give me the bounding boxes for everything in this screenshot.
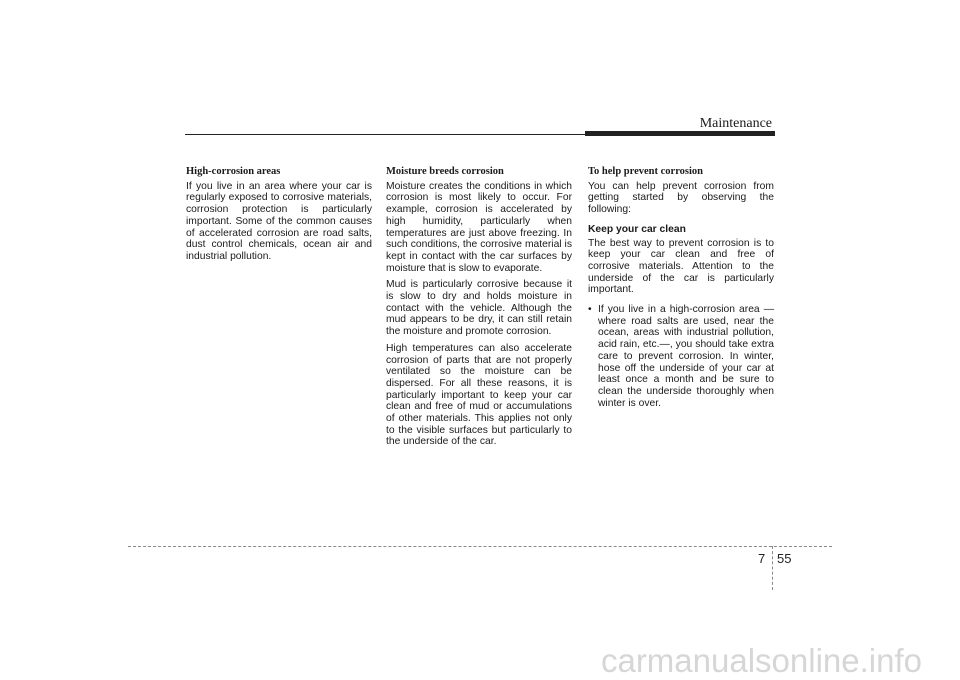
bullet-text: If you live in a high-corrosion area — where road salts are used, near the ocean, areas with industrial pollution, acid rain, etc.—, you should take extra care to prevent corrosion. In winter, hose off the underside of your car at least once a month and be sure to clean the underside thoroughly when winter is over. xyxy=(598,304,774,409)
column-prevent-corrosion xyxy=(588,166,774,409)
heading-moisture-breeds-corrosion: Moisture breeds corrosion xyxy=(386,166,504,177)
column-high-corrosion xyxy=(186,166,372,268)
bullet-item xyxy=(588,304,774,409)
page-number: 55 xyxy=(777,551,792,566)
paragraph: High temperatures can also accelerate corrosion of parts that are not properly ventilated so the moisture can be dispersed. For all these reasons, it is particularly important to keep your car clean and free of mud or accumulations of other materials. This applies not only to the visible surfaces but particularly to the underside of the car. xyxy=(386,342,572,448)
subheading-keep-car-clean: Keep your car clean xyxy=(588,223,686,235)
paragraph: Moisture creates the conditions in which corrosion is most likely to occur. For example, corrosion is accelerated by high humidity, particularly when temperatures are just above freezing. In such conditions, the corrosive material is kept in contact with the car surfaces by moisture that is slow to evaporate. xyxy=(386,180,572,274)
footer-divider-vertical xyxy=(772,546,773,590)
footer-divider xyxy=(128,546,832,547)
section-title: Maintenance xyxy=(699,116,772,131)
column-moisture xyxy=(386,166,572,453)
heading-high-corrosion-areas: High-corrosion areas xyxy=(186,166,281,177)
heading-to-help-prevent-corrosion: To help prevent corrosion xyxy=(588,166,704,177)
paragraph: The best way to prevent corrosion is to keep your car clean and free of corrosive materials. Attention to the underside of the car is particularly important. xyxy=(588,237,774,296)
chapter-number: 7 xyxy=(758,551,766,566)
header-rule-accent xyxy=(585,131,775,136)
watermark: carmanualsonline.info xyxy=(600,642,922,679)
paragraph: If you live in an area where your car is regularly exposed to corrosive materials, corrosion protection is particularly important. Some of the common causes of accelerated corrosion are road salts, dust control chemicals, ocean air and industrial pollution. xyxy=(186,180,372,262)
paragraph-intro: You can help prevent corrosion from getting started by observing the following: xyxy=(588,180,774,216)
paragraph: Mud is particularly corrosive because it is slow to dry and holds moisture in contact with the vehicle. Although the mud appears to be dry, it can still retain the moisture and promote corrosion. xyxy=(386,279,572,338)
bullet-icon: • xyxy=(588,304,592,316)
